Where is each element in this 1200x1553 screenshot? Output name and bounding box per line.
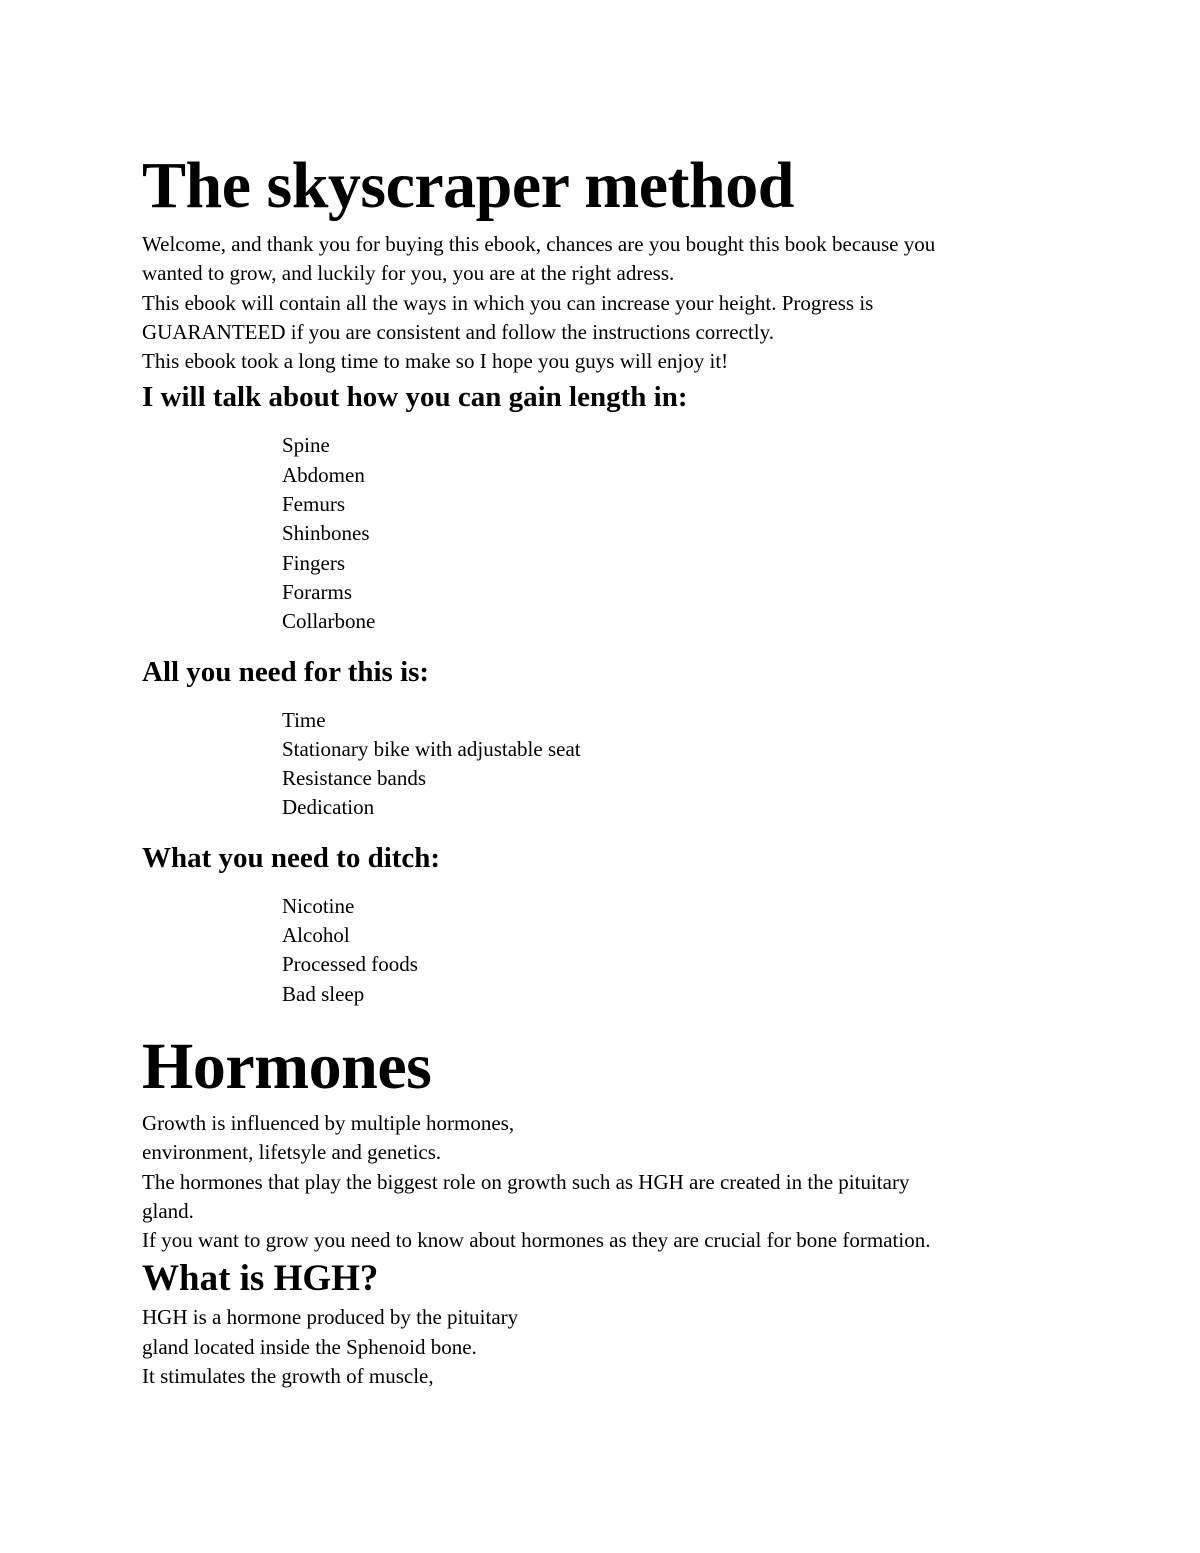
document-title: The skyscraper method bbox=[142, 149, 794, 222]
section-heading-ditch: What you need to ditch: bbox=[142, 841, 441, 874]
list-item: Nicotine bbox=[282, 893, 355, 918]
hormones-line: The hormones that play the biggest role on growth such as HGH are created in the pituitary bbox=[142, 1169, 910, 1194]
hgh-line: It stimulates the growth of muscle, bbox=[142, 1364, 434, 1389]
list-item: Processed foods bbox=[282, 952, 418, 977]
intro-line: This ebook took a long time to make so I hope you guys will enjoy it! bbox=[142, 349, 729, 374]
hormones-text bbox=[142, 1109, 1062, 1255]
list-item: Forarms bbox=[282, 579, 352, 604]
list-item: Spine bbox=[282, 433, 330, 458]
intro-line: Welcome, and thank you for buying this ebook, chances are you bought this book because you bbox=[142, 232, 936, 256]
document-page bbox=[142, 148, 1062, 1391]
list-item: Bad sleep bbox=[282, 981, 365, 1006]
section-heading-gain-length: I will talk about how you can gain length in: bbox=[142, 381, 688, 414]
hormones-line: If you want to grow you need to know about hormones as they are crucial for bone formation. bbox=[142, 1228, 931, 1253]
list-item: Dedication bbox=[282, 795, 375, 820]
hgh-text bbox=[142, 1303, 1062, 1391]
hormones-line: gland. bbox=[142, 1198, 194, 1223]
list-item: Stationary bike with adjustable seat bbox=[282, 736, 581, 761]
hormones-title: Hormones bbox=[142, 1029, 432, 1103]
requirements-list bbox=[142, 706, 1062, 823]
intro-line: This ebook will contain all the ways in which you can increase your height. Progress is bbox=[142, 290, 874, 315]
ditch-list bbox=[142, 892, 1062, 1009]
list-item: Shinbones bbox=[282, 521, 370, 546]
hormones-line: environment, lifetsyle and genetics. bbox=[142, 1140, 442, 1165]
list-item: Time bbox=[282, 707, 326, 732]
section-heading-requirements: All you need for this is: bbox=[142, 655, 430, 688]
hgh-line: HGH is a hormone produced by the pituitary bbox=[142, 1305, 519, 1330]
hgh-line: gland located inside the Sphenoid bone. bbox=[142, 1334, 477, 1359]
list-item: Femurs bbox=[282, 492, 345, 517]
hormones-line: Growth is influenced by multiple hormones, bbox=[142, 1110, 515, 1135]
hgh-heading: What is HGH? bbox=[142, 1258, 379, 1300]
list-item: Fingers bbox=[282, 550, 345, 575]
list-item: Collarbone bbox=[282, 609, 376, 634]
list-item: Resistance bands bbox=[282, 766, 427, 791]
intro-text bbox=[142, 230, 1062, 376]
list-item: Abdomen bbox=[282, 462, 365, 487]
intro-line: GUARANTEED if you are consistent and follow the instructions correctly. bbox=[142, 319, 774, 344]
intro-line: wanted to grow, and luckily for you, you are at the right adress. bbox=[142, 261, 675, 286]
gain-length-list bbox=[142, 431, 1062, 636]
list-item: Alcohol bbox=[282, 923, 350, 948]
